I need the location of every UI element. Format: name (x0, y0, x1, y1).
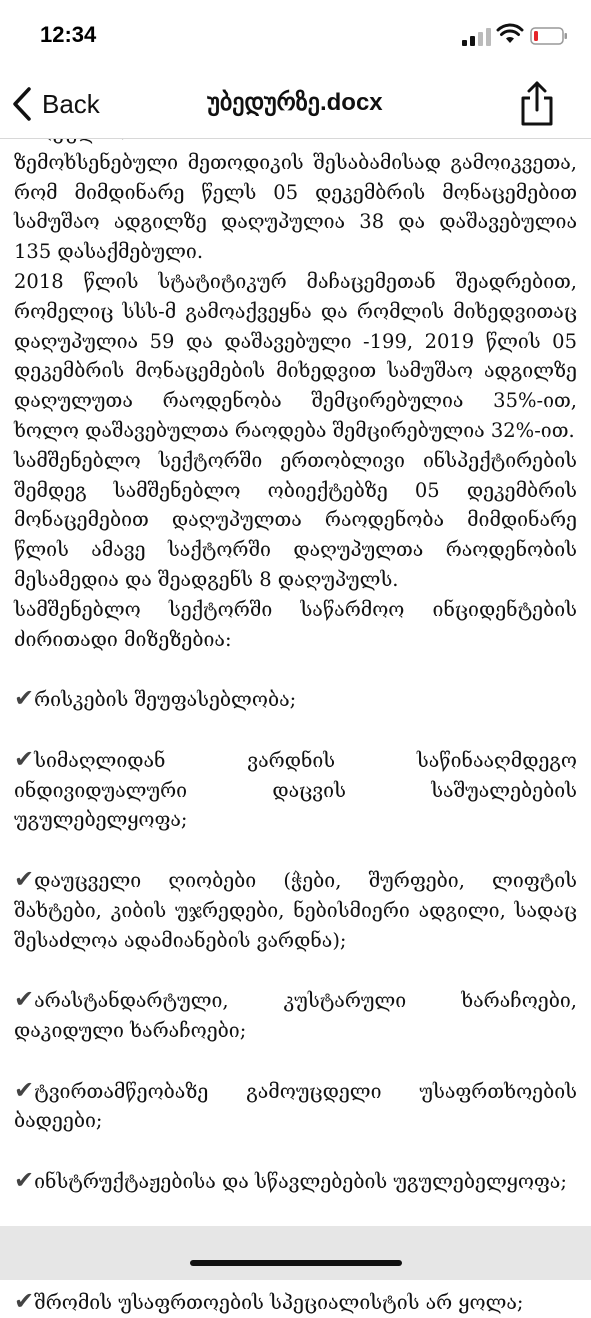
bullet-text: არასტანდარტული, კუსტარული ხარაჩოები, დაკიდული ხარაჩოები; (14, 989, 577, 1042)
checkmark-icon: ✔ (14, 1075, 35, 1104)
bullet-text: რისკების შეუფასებლობა; (34, 688, 297, 712)
paragraph: სამშენებლო სექტორში საწარმოო ინციდენტების ძირითადი მიზეზებია: (14, 597, 577, 651)
checkmark-icon: ✔ (14, 1165, 35, 1194)
paragraph: სამშენებლო სექტორში ერთობლივი ინსპექტირების შემდეგ სამშენებლო ობიექტებზე 05 დეკემბრის მონაცემებით დაღუპულთა რაოდენობა მიმდინარე წლის ამავე საქტორში დაღუპულთა რაოდენობის მესამედია და შეადგენს 8 დაღუპულს. (14, 448, 577, 591)
paragraph: 2018 წლის სტატიტიკურ მაჩაცემეთან შეადრებით, რომელიც სსს-მ გამოაქვეყნა და რომლის მიხედვითაც დაღუპულია 59 და დაშავებული -199, 2019 წლის 05 დეკემბრის მონაცემების მიხედვით სამუშაო ადგილზე დაღულუთა რაოდენობა შემცირებულია 35%-ით, ხოლო დაშავებულთა რაოდება შემცირებულია 32%-ით. (14, 269, 577, 442)
bullet-item (14, 745, 577, 835)
checkmark-icon: ✔ (14, 864, 35, 893)
status-bar (0, 0, 591, 72)
wifi-icon (497, 25, 523, 45)
battery-icon (530, 27, 568, 45)
bullet-item (14, 865, 577, 955)
bullet-text: ტვირთამწეობაზე გამოუცდელი უსაფრთხოების ბადეები; (14, 1079, 577, 1133)
navigation-bar (0, 72, 591, 139)
bullet-item (14, 985, 577, 1046)
back-label: Back (42, 88, 100, 119)
chevron-left-icon (10, 86, 36, 122)
checkmark-icon: ✔ (14, 684, 35, 713)
bullet-item (14, 1166, 577, 1197)
bullet-text: დაუცველი ღიობები (ჭები, შურფები, ლიფტის შახტები, კიბის უჯრედები, ნებისმიერი ადგილი, სადაც შესაძლოა ადამიანების ვარდნა); (14, 868, 577, 952)
checkmark-icon: ✔ (14, 744, 35, 773)
document-body (14, 118, 577, 1318)
bullet-item (14, 1076, 577, 1137)
document-viewer[interactable] (14, 138, 577, 1316)
checkmark-icon: ✔ (14, 1287, 35, 1316)
bullet-text: შრომის უსაფრთოების სპეციალისტის არ ყოლა; (34, 1291, 524, 1315)
back-button[interactable] (10, 84, 100, 124)
bullet-text: ინსტრუქტაჟებისა და სწავლებების უგულებელყოფა; (34, 1169, 567, 1193)
bullet-item (14, 684, 577, 715)
clock: 12:34 (40, 22, 97, 47)
checkmark-icon: ✔ (14, 985, 35, 1014)
home-indicator[interactable] (190, 1260, 402, 1266)
cellular-signal-icon (462, 28, 492, 46)
bullet-item (14, 1287, 577, 1318)
paragraph: ზემოხსენებული მეთოდიკის შესაბამისად გამოიკვეთა, რომ მიმდინარე წელს 05 დეკემბრის მონაცემებით სამუშაო ადგილზე დაღუპულია 38 და დაშავებულია 135 დასაქმებული. (14, 150, 577, 264)
share-icon[interactable] (518, 80, 556, 128)
bullet-text: სიმაღლიდან ვარდნის საწინააღმდეგო ინდივიდუალური დაცვის საშუალებების უგულებელყოფა; (14, 748, 577, 832)
bottom-toolbar (0, 1226, 591, 1280)
document-title: უბედურზე.docx (207, 89, 383, 116)
